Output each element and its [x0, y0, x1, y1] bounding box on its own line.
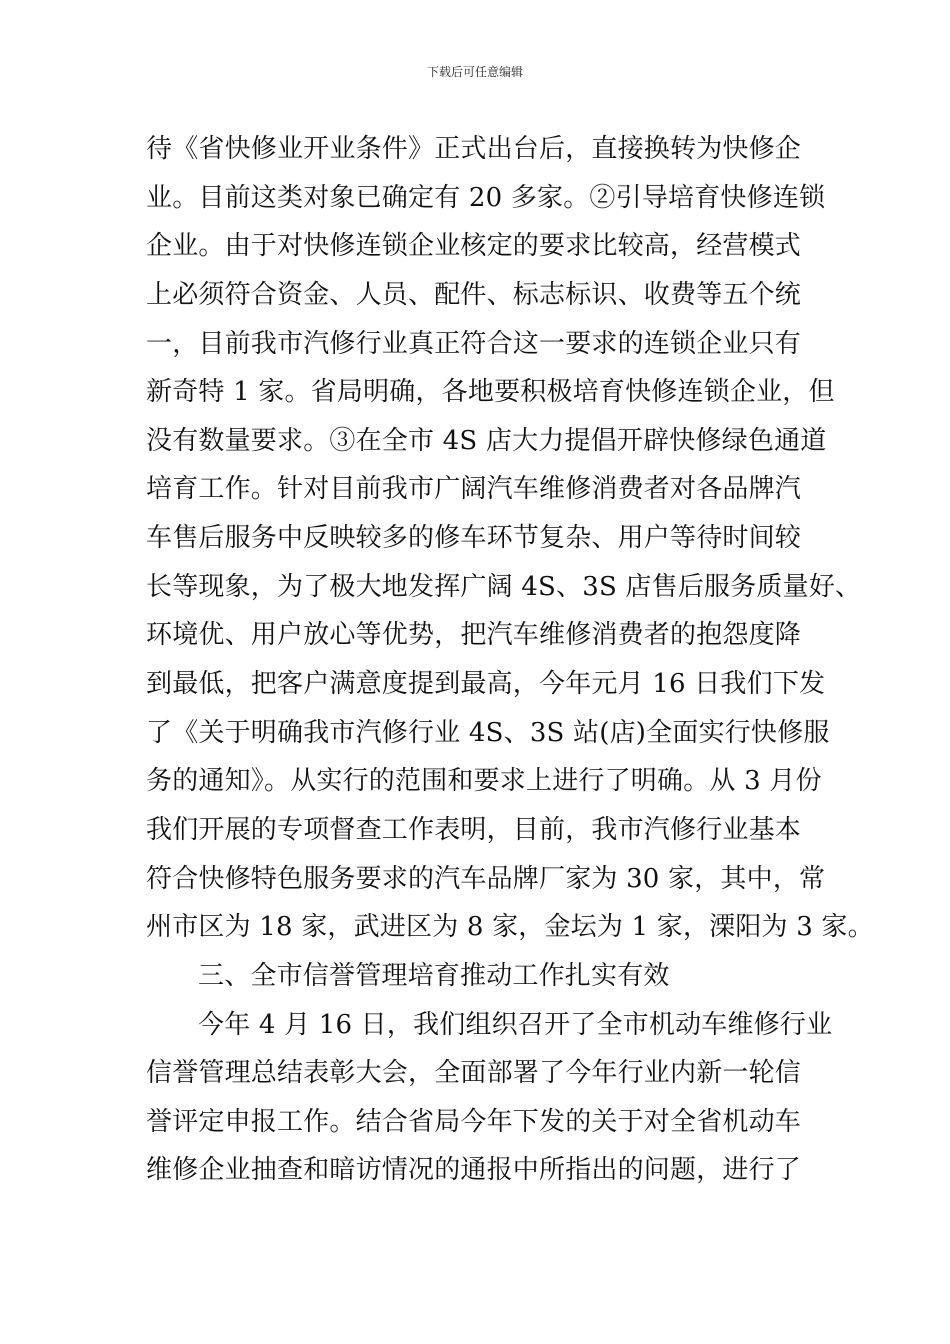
page-header: 下载后可任意编辑 — [426, 65, 523, 79]
paragraph-line: 没有数量要求。③在全市 4S 店大力提倡开辟快修绿色通道 — [146, 425, 827, 456]
paragraph-line: 一，目前我市汽修行业真正符合这一要求的连锁企业只有 — [146, 328, 802, 359]
paragraph-line: 新奇特 1 家。省局明确，各地要积极培育快修连锁企业，但 — [146, 377, 835, 408]
paragraph-line: 了《关于明确我市汽修行业 4S、3S 站(店)全面实行快修服 — [146, 717, 830, 748]
paragraph-line: 誉评定申报工作。结合省局今年下发的关于对全省机动车 — [146, 1106, 802, 1137]
paragraph-line: 长等现象，为了极大地发挥广阔 4S、3S 店售后服务质量好、 — [146, 571, 862, 602]
paragraph-line: 车售后服务中反映较多的修车环节复杂、用户等待时间较 — [146, 523, 802, 554]
paragraph-line-indented: 三、全市信誉管理培育推动工作扎实有效 — [198, 960, 670, 991]
paragraph-line: 上必须符合资金、人员、配件、标志标识、收费等五个统 — [146, 279, 802, 310]
paragraph-line: 企业。由于对快修连锁企业核定的要求比较高，经营模式 — [146, 231, 802, 262]
paragraph-line: 环境优、用户放心等优势，把汽车维修消费者的抱怨度降 — [146, 620, 802, 651]
paragraph-line: 务的通知》。从实行的范围和要求上进行了明确。从 3 月份 — [146, 766, 822, 797]
paragraph-line: 州市区为 18 家，武进区为 8 家，金坛为 1 家，溧阳为 3 家。 — [146, 912, 874, 943]
paragraph-line: 待《省快修业开业条件》正式出台后，直接换转为快修企 — [146, 134, 802, 164]
paragraph-line: 信誉管理总结表彰大会，全面部署了今年行业内新一轮信 — [146, 1058, 802, 1089]
document-body — [146, 125, 874, 1195]
paragraph-line: 符合快修特色服务要求的汽车品牌厂家为 30 家，其中，常 — [146, 863, 826, 894]
paragraph-line-indented: 今年 4 月 16 日，我们组织召开了全市机动车维修行业 — [198, 1009, 833, 1040]
paragraph-line: 业。目前这类对象已确定有 20 多家。②引导培育快修连锁 — [146, 182, 826, 213]
paragraph-line: 培育工作。针对目前我市广阔汽车维修消费者对各品牌汽 — [146, 474, 802, 505]
paragraph-line: 我们开展的专项督查工作表明，目前，我市汽修行业基本 — [146, 814, 802, 845]
paragraph-line: 到最低，把客户满意度提到最高，今年元月 16 日我们下发 — [146, 669, 826, 700]
paragraph-line: 维修企业抽查和暗访情况的通报中所指出的问题，进行了 — [146, 1155, 802, 1186]
